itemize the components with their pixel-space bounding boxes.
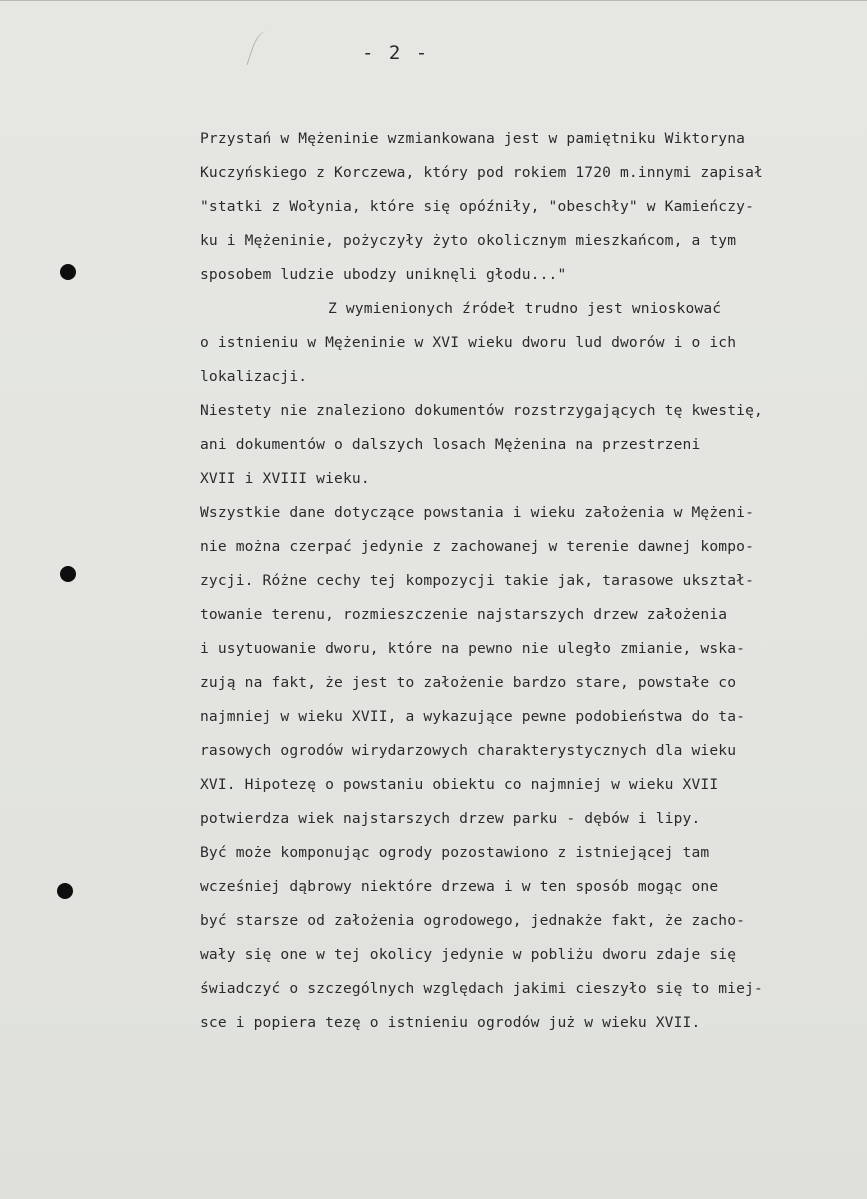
text-line: Przystań w Mężeninie wzmiankowana jest w pamiętniku Wiktoryna (200, 130, 746, 147)
text-line: wały się one w tej okolicy jedynie w pobliżu dworu zdaje się (200, 946, 737, 963)
text-line: ku i Mężeninie, pożyczyły żyto okolicznym mieszkańcom, a tym (200, 232, 737, 249)
text-line: ani dokumentów o dalszych losach Mężenina na przestrzeni (200, 436, 701, 453)
text-line: rasowych ogrodów wirydarzowych charakterystycznych dla wieku (200, 742, 737, 759)
text-line: lokalizacji. (200, 368, 308, 385)
text-line: najmniej w wieku XVII, a wykazujące pewne podobieństwa do ta- (200, 708, 746, 725)
page-top-edge (0, 0, 867, 1)
text-line: Niestety nie znaleziono dokumentów rozstrzygających tę kwestię, (200, 402, 763, 419)
text-line: zycji. Różne cechy tej kompozycji takie jak, tarasowe ukształ- (200, 572, 755, 589)
text-line: sce i popiera tezę o istnieniu ogrodów już w wieku XVII. (200, 1014, 701, 1031)
text-line: nie można czerpać jedynie z zachowanej w terenie dawnej kompo- (200, 538, 755, 555)
text-line: sposobem ludzie ubodzy uniknęli głodu..." (200, 266, 567, 283)
text-line: Kuczyńskiego z Korczewa, który pod rokiem 1720 m.innymi zapisał (200, 164, 763, 181)
text-line: "statki z Wołynia, które się opóźniły, "obeschły" w Kamieńczy- (200, 198, 755, 215)
punch-hole-top (60, 264, 76, 280)
text-line: towanie terenu, rozmieszczenie najstarszych drzew założenia (200, 606, 728, 623)
text-line: i usytuowanie dworu, które na pewno nie uległo zmianie, wska- (200, 640, 746, 657)
text-line: świadczyć o szczególnych względach jakimi cieszyło się to miej- (200, 980, 763, 997)
page-number: - 2 - (362, 42, 430, 64)
text-line: być starsze od założenia ogrodowego, jednakże fakt, że zacho- (200, 912, 746, 929)
text-line-indented: Z wymienionych źródeł trudno jest wnioskować (328, 300, 722, 317)
text-line: o istnieniu w Mężeninie w XVI wieku dworu lud dworów i o ich (200, 334, 737, 351)
punch-hole-middle (60, 566, 76, 582)
text-line: Być może komponując ogrody pozostawiono z istniejącej tam (200, 844, 710, 861)
punch-hole-bottom (57, 883, 73, 899)
pencil-mark (246, 29, 272, 70)
text-line: wcześniej dąbrowy niektóre drzewa i w ten sposób mogąc one (200, 878, 719, 895)
text-line: zują na fakt, że jest to założenie bardzo stare, powstałe co (200, 674, 737, 691)
text-line: XVI. Hipotezę o powstaniu obiektu co najmniej w wieku XVII (200, 776, 719, 793)
typed-text-body (200, 122, 860, 1040)
text-line: XVII i XVIII wieku. (200, 470, 370, 487)
text-line: potwierdza wiek najstarszych drzew parku - dębów i lipy. (200, 810, 701, 827)
text-line: Wszystkie dane dotyczące powstania i wieku założenia w Mężeni- (200, 504, 755, 521)
